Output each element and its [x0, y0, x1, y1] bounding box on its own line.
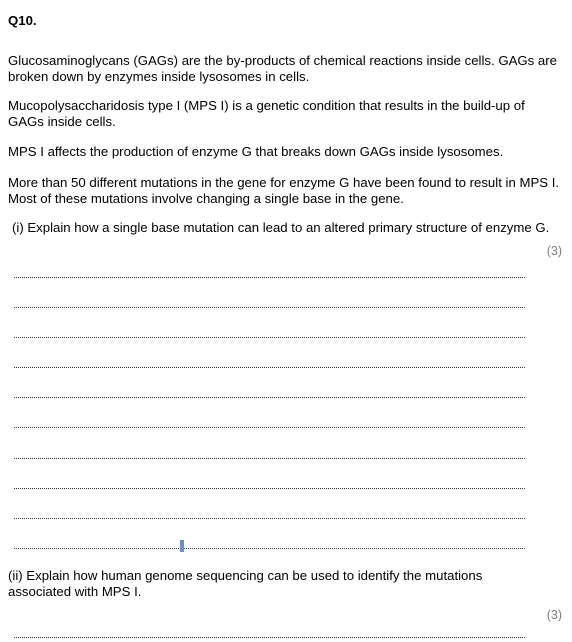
paragraph-enzyme-g: MPS I affects the production of enzyme G that breaks down GAGs inside lysosomes.: [8, 144, 504, 159]
answer-line-1[interactable]: [14, 277, 525, 278]
answer-line-6[interactable]: [14, 427, 525, 428]
answer-line-3[interactable]: [14, 337, 525, 338]
answer-line-10[interactable]: [14, 548, 525, 549]
part-i-marks: (3): [546, 244, 562, 258]
text-cursor: [180, 540, 184, 552]
answer-line-9[interactable]: [14, 518, 525, 519]
answer-line-8[interactable]: [14, 488, 525, 489]
paragraph-mps: Mucopolysaccharidosis type I (MPS I) is a genetic condition that results in the build-up of GAGs inside cells.: [8, 98, 525, 129]
paragraph-gags: Glucosaminoglycans (GAGs) are the by-products of chemical reactions inside cells. GAGs are broken down by enzymes inside lysosomes in cells.: [8, 53, 557, 84]
part-i-prompt: (i) Explain how a single base mutation can lead to an altered primary structure of enzyme G.: [12, 220, 550, 235]
part-ii-marks: (3): [546, 608, 562, 622]
answer-line-7[interactable]: [14, 458, 525, 459]
question-number: Q10.: [8, 13, 37, 28]
paragraph-mutations: More than 50 different mutations in the gene for enzyme G have been found to result in MPS I. Most of these mutations involve changing a single base in the gene.: [8, 175, 560, 206]
answer-line-4[interactable]: [14, 367, 525, 368]
answer-line-5[interactable]: [14, 397, 525, 398]
answer-line-11[interactable]: [14, 637, 525, 638]
answer-line-2[interactable]: [14, 307, 525, 308]
part-ii-prompt: (ii) Explain how human genome sequencing can be used to identify the mutations associated with MPS I.: [8, 568, 483, 599]
